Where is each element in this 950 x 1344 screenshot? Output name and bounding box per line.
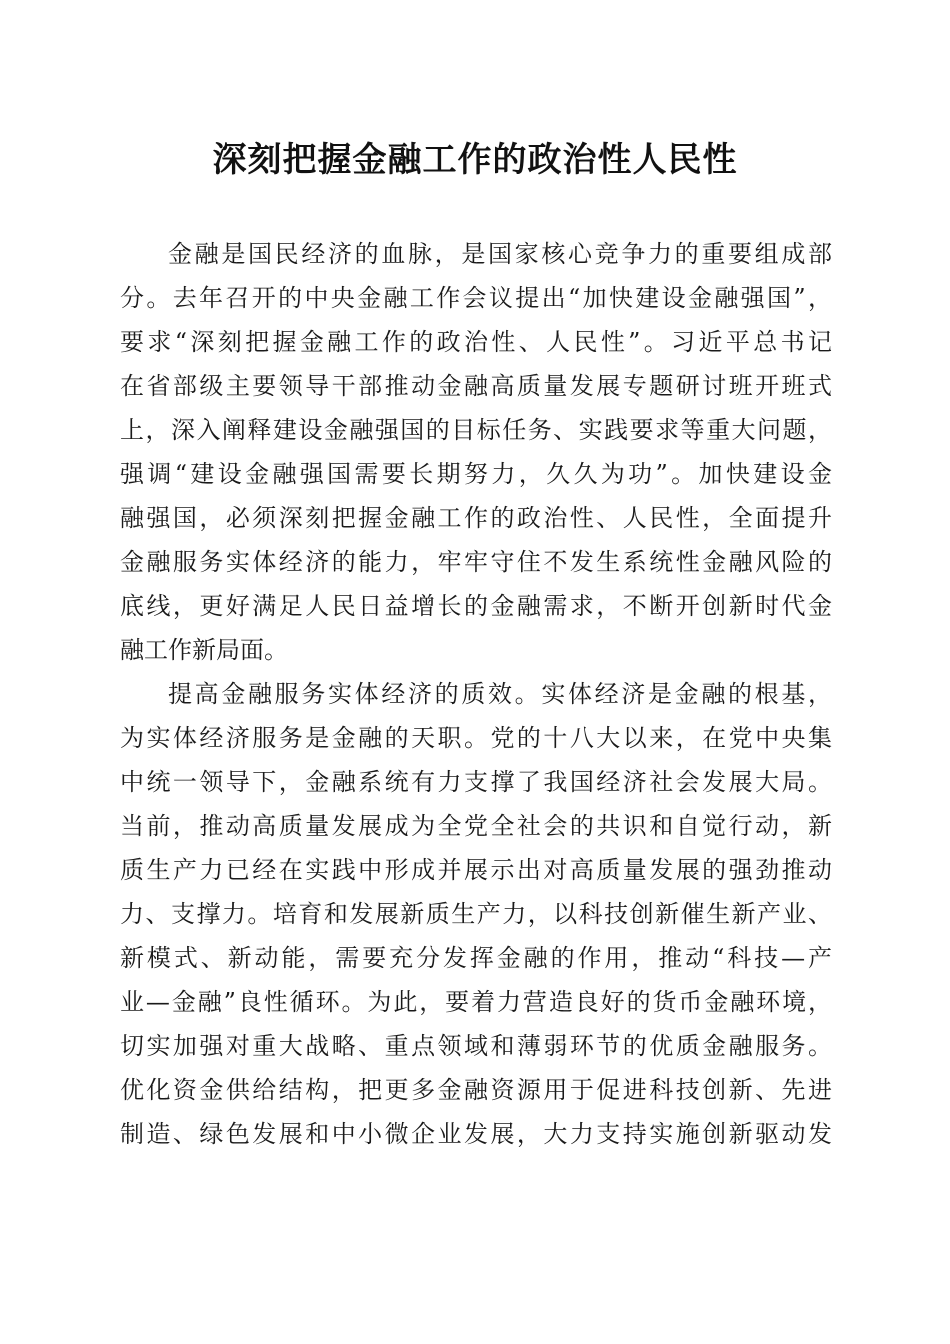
text-line: 当前，推动高质量发展成为全党全社会的共识和自觉行动，新 bbox=[120, 812, 832, 840]
paragraph bbox=[120, 232, 832, 672]
text-line: 制造、绿色发展和中小微企业发展，大力支持实施创新驱动发 bbox=[120, 1120, 832, 1148]
text-line: 提高金融服务实体经济的质效。实体经济是金融的根基， bbox=[168, 680, 832, 708]
text-line: 融强国，必须深刻把握金融工作的政治性、人民性，全面提升 bbox=[120, 504, 832, 532]
document-body bbox=[120, 232, 832, 1156]
text-line: 强调“建设金融强国需要长期努力，久久为功”。加快建设金 bbox=[120, 460, 832, 488]
text-line: 优化资金供给结构，把更多金融资源用于促进科技创新、先进 bbox=[120, 1076, 832, 1104]
text-line: 要求“深刻把握金融工作的政治性、人民性”。习近平总书记 bbox=[120, 328, 832, 356]
text-line: 上，深入阐释建设金融强国的目标任务、实践要求等重大问题， bbox=[120, 416, 832, 444]
text-line: 质生产力已经在实践中形成并展示出对高质量发展的强劲推动 bbox=[120, 856, 832, 884]
text-line: 融工作新局面。 bbox=[120, 636, 288, 664]
text-line: 分。去年召开的中央金融工作会议提出“加快建设金融强国”， bbox=[120, 284, 832, 312]
paragraph bbox=[120, 672, 832, 1156]
text-line: 金融是国民经济的血脉，是国家核心竞争力的重要组成部 bbox=[168, 240, 832, 268]
text-line: 为实体经济服务是金融的天职。党的十八大以来，在党中央集 bbox=[120, 724, 832, 752]
text-line: 切实加强对重大战略、重点领域和薄弱环节的优质金融服务。 bbox=[120, 1032, 832, 1060]
text-line: 在省部级主要领导干部推动金融高质量发展专题研讨班开班式 bbox=[120, 372, 832, 400]
text-line: 底线，更好满足人民日益增长的金融需求，不断开创新时代金 bbox=[120, 592, 832, 620]
text-line: 金融服务实体经济的能力，牢牢守住不发生系统性金融风险的 bbox=[120, 548, 832, 576]
text-line: 新模式、新动能，需要充分发挥金融的作用，推动“科技—产 bbox=[120, 944, 832, 972]
text-line: 业—金融”良性循环。为此，要着力营造良好的货币金融环境， bbox=[120, 988, 832, 1016]
document-title: 深刻把握金融工作的政治性人民性 bbox=[212, 140, 738, 180]
text-line: 中统一领导下，金融系统有力支撑了我国经济社会发展大局。 bbox=[120, 768, 832, 796]
text-line: 力、支撑力。培育和发展新质生产力，以科技创新催生新产业、 bbox=[120, 900, 832, 928]
